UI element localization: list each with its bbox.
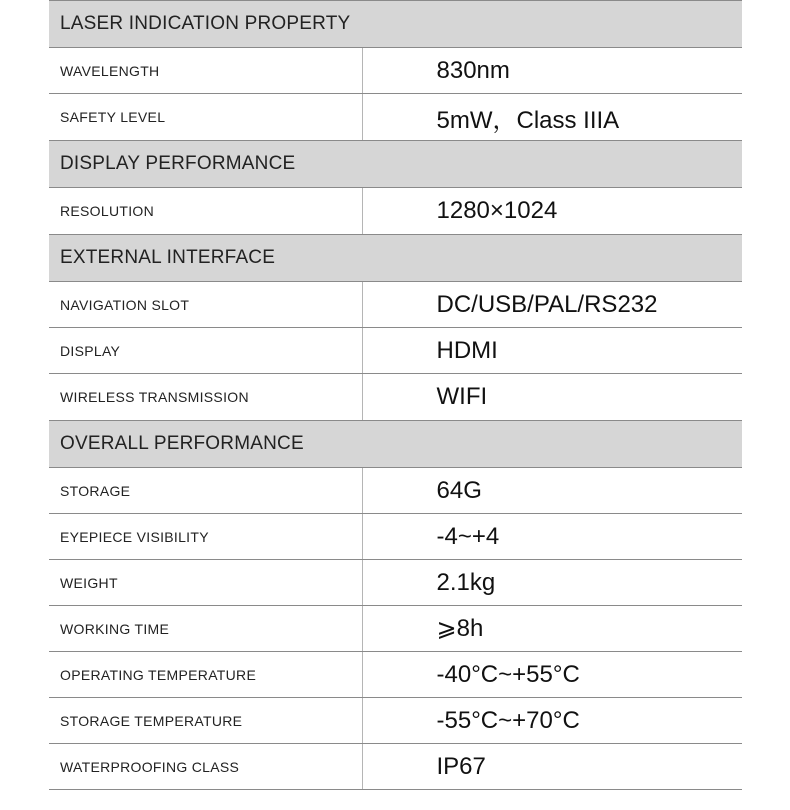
- spec-label: STORAGE: [49, 468, 362, 514]
- spec-label: WORKING TIME: [49, 606, 362, 652]
- spec-label: WEIGHT: [49, 560, 362, 606]
- spec-value: -4~+4: [362, 514, 742, 560]
- spec-value: DC/USB/PAL/RS232: [362, 282, 742, 328]
- spec-row-storage: [49, 468, 742, 514]
- spec-label: EYEPIECE VISIBILITY: [49, 514, 362, 560]
- spec-row-navigation-slot: [49, 282, 742, 328]
- section-title: OVERALL PERFORMANCE: [49, 421, 742, 468]
- spec-table: [49, 0, 742, 790]
- spec-row-wavelength: [49, 48, 742, 94]
- spec-row-working-time: [49, 606, 742, 652]
- spec-value: HDMI: [362, 328, 742, 374]
- spec-value: WIFI: [362, 374, 742, 421]
- section-header-display-performance: [49, 141, 742, 188]
- spec-label: OPERATING TEMPERATURE: [49, 652, 362, 698]
- spec-value: 64G: [362, 468, 742, 514]
- spec-row-storage-temperature: [49, 698, 742, 744]
- section-header-laser-indication: [49, 1, 742, 48]
- section-header-overall-performance: [49, 421, 742, 468]
- spec-value: -55°C~+70°C: [362, 698, 742, 744]
- spec-row-safety-level: [49, 94, 742, 141]
- spec-row-waterproofing-class: [49, 744, 742, 790]
- spec-label: NAVIGATION SLOT: [49, 282, 362, 328]
- spec-label: WATERPROOFING CLASS: [49, 744, 362, 790]
- spec-value: 5mW，Class IIIA: [362, 94, 742, 141]
- spec-value: 830nm: [362, 48, 742, 94]
- spec-row-resolution: [49, 188, 742, 235]
- spec-value: 1280×1024: [362, 188, 742, 235]
- section-header-external-interface: [49, 235, 742, 282]
- spec-row-wireless-transmission: [49, 374, 742, 421]
- spec-value: IP67: [362, 744, 742, 790]
- section-title: LASER INDICATION PROPERTY: [49, 1, 742, 48]
- spec-value: ⩾8h: [362, 606, 742, 652]
- spec-row-eyepiece-visibility: [49, 514, 742, 560]
- spec-value: -40°C~+55°C: [362, 652, 742, 698]
- spec-label: WIRELESS TRANSMISSION: [49, 374, 362, 421]
- spec-label: WAVELENGTH: [49, 48, 362, 94]
- spec-value: 2.1kg: [362, 560, 742, 606]
- section-title: DISPLAY PERFORMANCE: [49, 141, 742, 188]
- spec-row-weight: [49, 560, 742, 606]
- spec-row-display: [49, 328, 742, 374]
- spec-label: DISPLAY: [49, 328, 362, 374]
- spec-label: STORAGE TEMPERATURE: [49, 698, 362, 744]
- spec-label: SAFETY LEVEL: [49, 94, 362, 141]
- section-title: EXTERNAL INTERFACE: [49, 235, 742, 282]
- spec-label: RESOLUTION: [49, 188, 362, 235]
- spec-row-operating-temperature: [49, 652, 742, 698]
